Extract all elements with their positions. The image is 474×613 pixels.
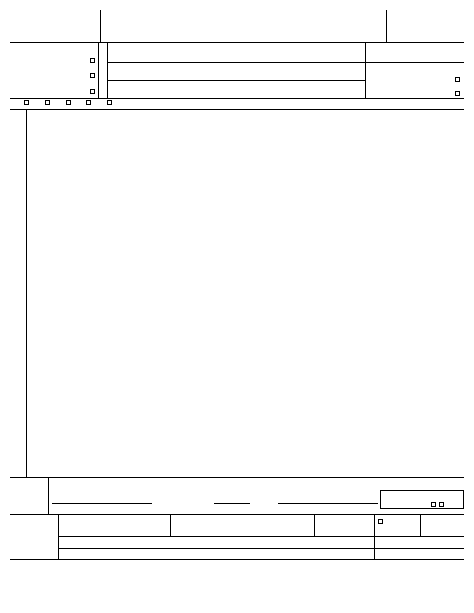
firm-ein-field[interactable]	[402, 537, 463, 546]
preparer-signature-field[interactable]	[172, 522, 312, 534]
street-field[interactable]	[108, 69, 364, 79]
initial-return-checkbox[interactable]	[24, 100, 29, 105]
sign-date-field[interactable]	[214, 494, 250, 504]
d-item-2	[44, 100, 51, 107]
address-change-checkbox[interactable]	[86, 100, 91, 105]
ein-field[interactable]	[367, 50, 463, 60]
preparer-name-field[interactable]	[60, 522, 168, 534]
city-field[interactable]	[108, 87, 364, 97]
form-1120-c	[10, 10, 464, 602]
discuss-yes-no	[430, 502, 445, 508]
firm-name-field[interactable]	[90, 537, 372, 546]
form-1120-filed-checkbox[interactable]	[90, 89, 95, 94]
ptin-field[interactable]	[422, 522, 463, 534]
phone-field[interactable]	[404, 549, 463, 558]
title-field[interactable]	[278, 494, 378, 504]
d-item-3	[65, 100, 72, 107]
name-field[interactable]	[108, 50, 364, 60]
self-employed-checkbox[interactable]	[378, 519, 383, 524]
schedule-m3-checkbox[interactable]	[90, 73, 95, 78]
amended-return-checkbox[interactable]	[107, 100, 112, 105]
d-item-1	[23, 100, 30, 107]
firm-address-field[interactable]	[96, 549, 372, 558]
name-change-checkbox[interactable]	[66, 100, 71, 105]
final-return-checkbox[interactable]	[45, 100, 50, 105]
deductions-side-label	[11, 214, 24, 476]
calendar-year-line	[106, 23, 188, 29]
d-item-5	[106, 100, 113, 107]
type-or-print-label	[99, 44, 106, 96]
irs-discuss-box	[380, 490, 464, 509]
income-side-label	[12, 112, 24, 208]
section-a	[10, 44, 86, 50]
preparer-date-field[interactable]	[316, 522, 372, 534]
nonexempt-cooperative-checkbox[interactable]	[455, 91, 460, 96]
farmers-cooperative-checkbox[interactable]	[455, 77, 460, 82]
d-item-4	[85, 100, 92, 107]
section-d	[10, 100, 113, 107]
discuss-yes-checkbox[interactable]	[431, 502, 436, 507]
officer-signature-field[interactable]	[52, 494, 152, 504]
discuss-no-checkbox[interactable]	[439, 502, 444, 507]
c-check-if	[368, 64, 378, 70]
consolidated-return-checkbox[interactable]	[90, 58, 95, 63]
